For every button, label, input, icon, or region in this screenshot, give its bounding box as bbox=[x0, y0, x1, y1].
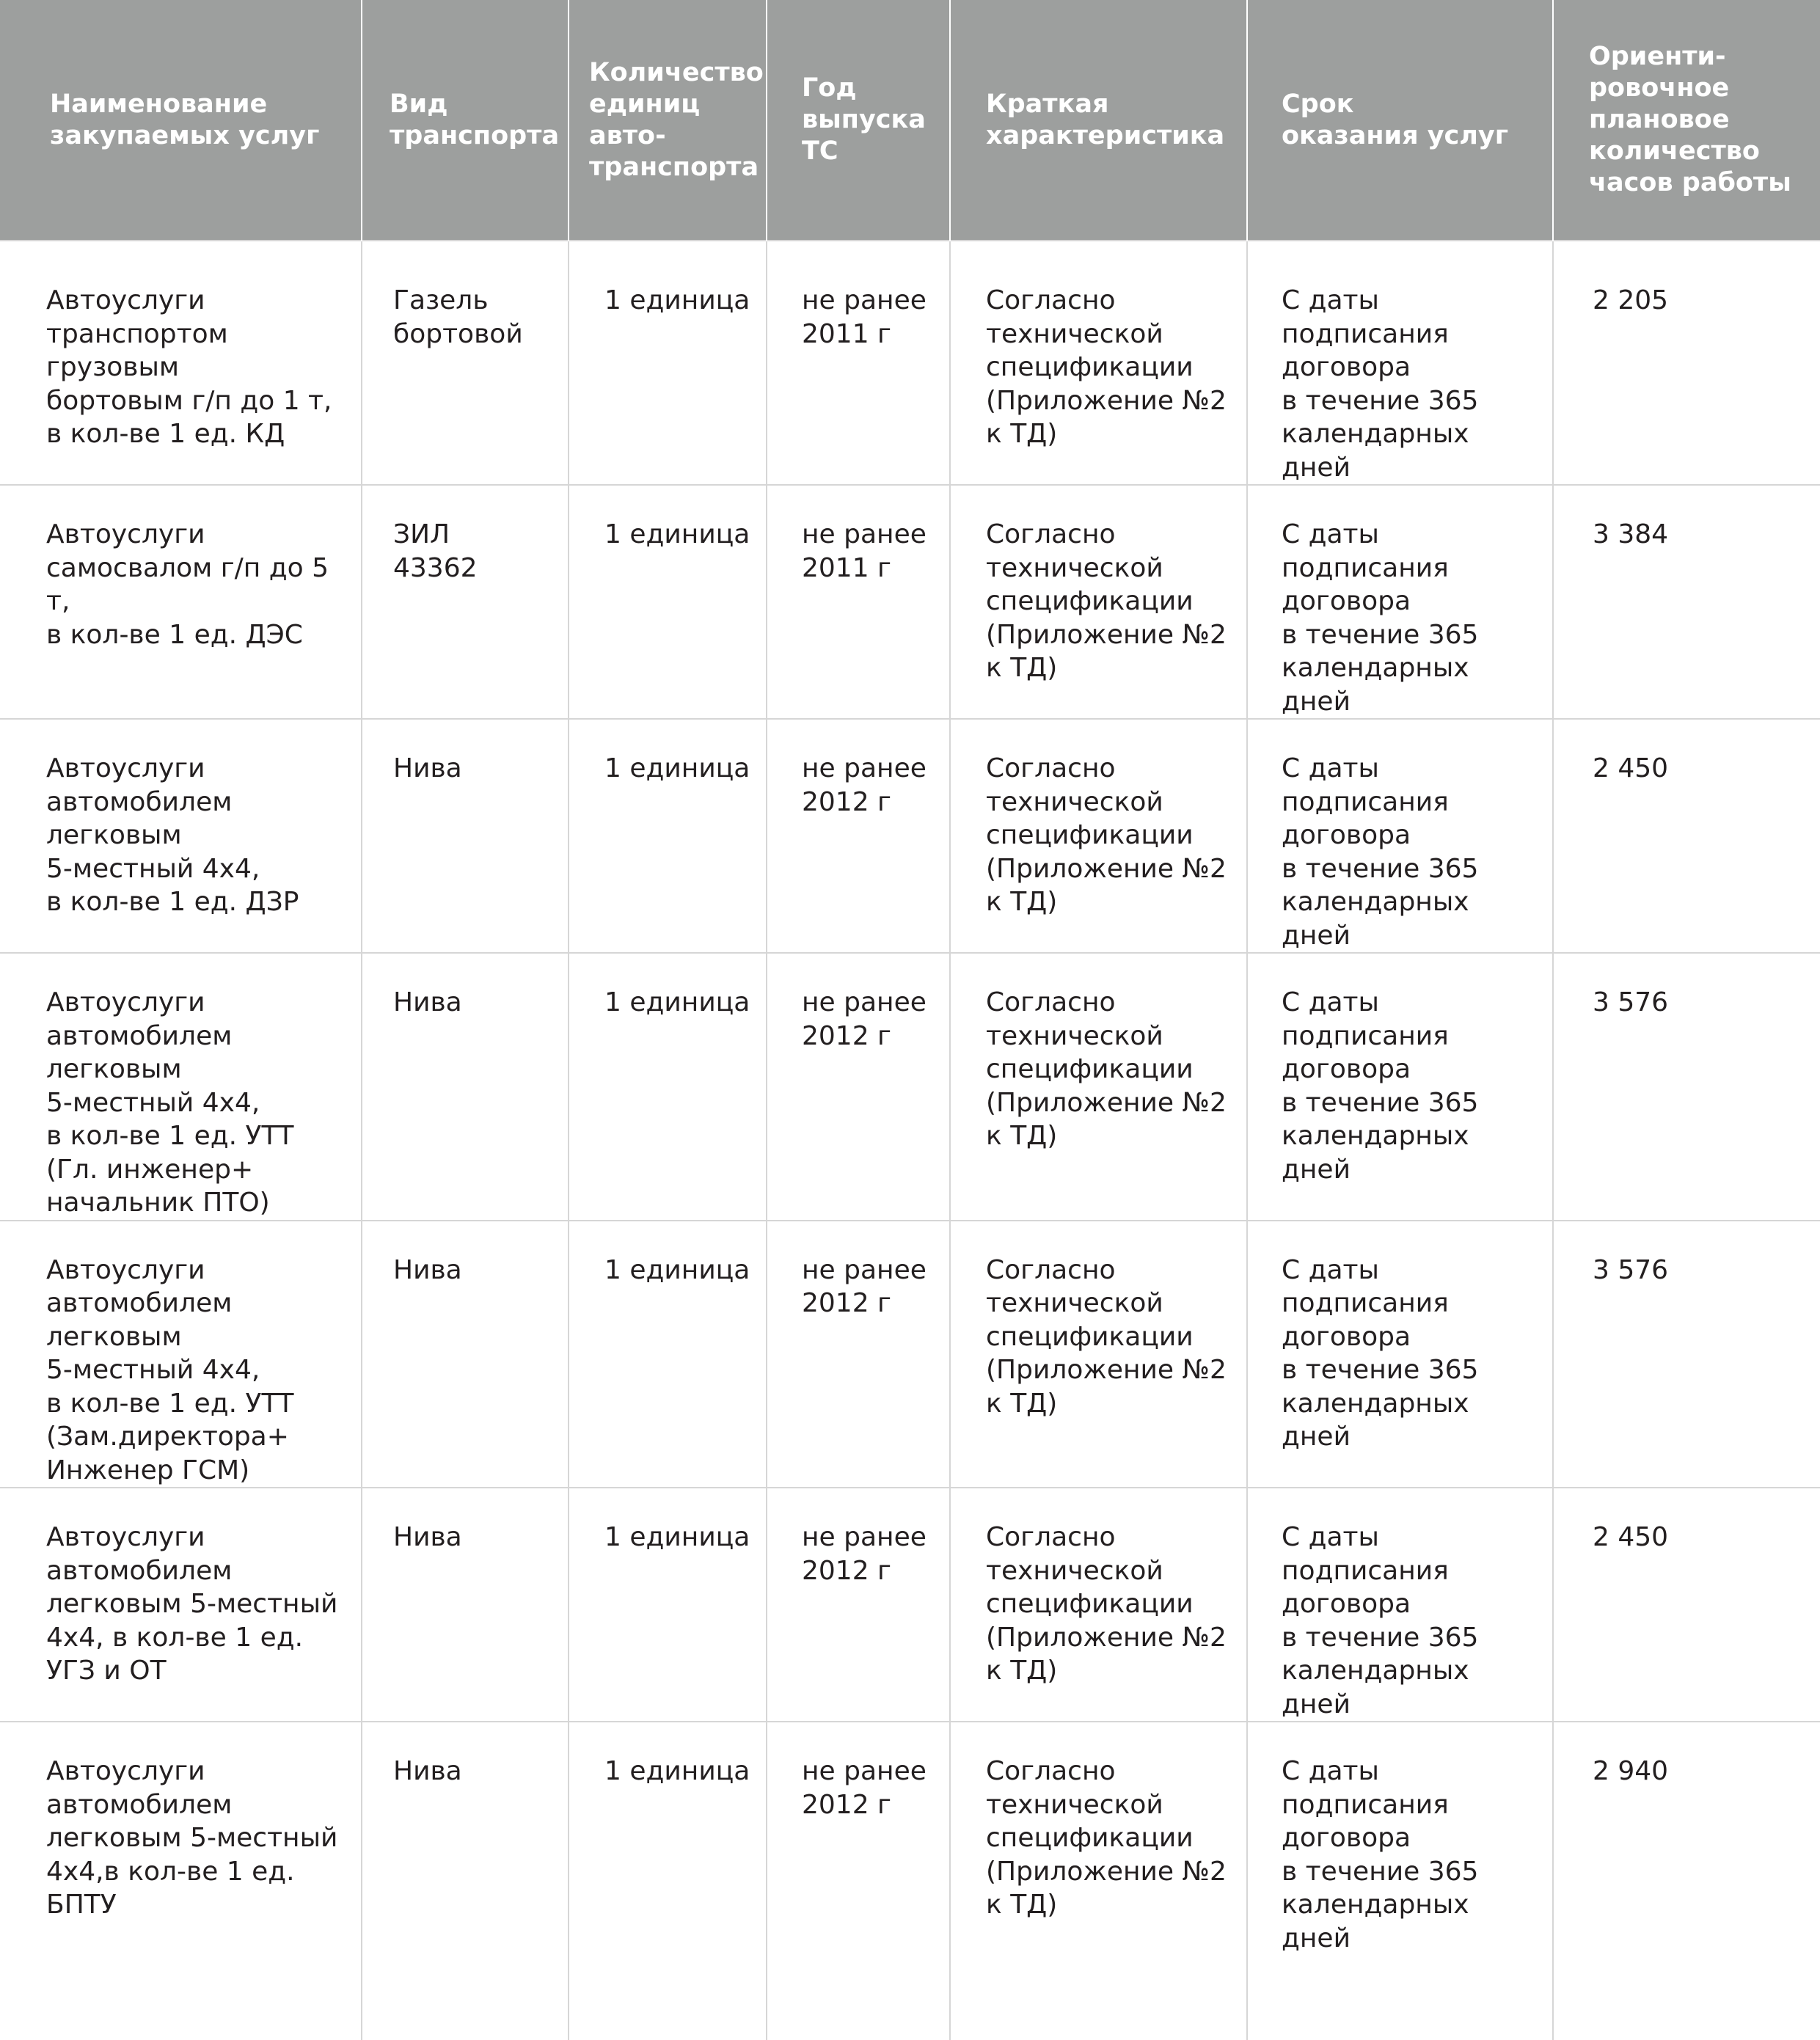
cell-manufacture-year: не ранее 2012 г bbox=[767, 1488, 950, 1722]
cell-service-term: С даты подписания договора в течение 365 календарных дней bbox=[1247, 719, 1553, 953]
header-planned-hours: Ориенти- ровочное плановое количество часов работы bbox=[1553, 0, 1820, 241]
cell-transport-type: Нива bbox=[362, 1722, 569, 2040]
cell-service-name: Автоуслуги самосвалом г/п до 5 т, в кол-ве 1 ед. ДЭС bbox=[0, 485, 362, 719]
cell-service-name: Автоуслуги автомобилем легковым 5-местный 4х4, в кол-ве 1 ед. УТТ (Зам.директора+ Инженер ГСМ) bbox=[0, 1221, 362, 1488]
cell-manufacture-year: не ранее 2011 г bbox=[767, 241, 950, 485]
header-brief-spec: Краткая характеристика bbox=[950, 0, 1247, 241]
cell-planned-hours: 3 576 bbox=[1553, 953, 1820, 1221]
table-row bbox=[0, 1488, 1820, 1722]
cell-service-term: С даты подписания договора в течение 365 календарных дней bbox=[1247, 1221, 1553, 1488]
cell-transport-type: Нива bbox=[362, 953, 569, 1221]
cell-planned-hours: 2 450 bbox=[1553, 1488, 1820, 1722]
cell-service-name: Автоуслуги автомобилем легковым 5-местный 4х4, в кол-ве 1 ед. УГЗ и ОТ bbox=[0, 1488, 362, 1722]
cell-service-name: Автоуслуги транспортом грузовым бортовым г/п до 1 т, в кол-ве 1 ед. КД bbox=[0, 241, 362, 485]
cell-manufacture-year: не ранее 2012 г bbox=[767, 719, 950, 953]
table-row bbox=[0, 1221, 1820, 1488]
table-header bbox=[0, 0, 1820, 241]
cell-transport-type: Нива bbox=[362, 719, 569, 953]
cell-vehicle-count: 1 единица bbox=[569, 953, 767, 1221]
cell-brief-spec: Согласно технической спецификации (Приложение №2 к ТД) bbox=[950, 485, 1247, 719]
cell-vehicle-count: 1 единица bbox=[569, 485, 767, 719]
table-row bbox=[0, 241, 1820, 485]
cell-planned-hours: 2 450 bbox=[1553, 719, 1820, 953]
cell-service-term: С даты подписания договора в течение 365 календарных дней bbox=[1247, 1488, 1553, 1722]
table-row bbox=[0, 485, 1820, 719]
cell-planned-hours: 3 384 bbox=[1553, 485, 1820, 719]
table-row bbox=[0, 1722, 1820, 2040]
cell-service-term: С даты подписания договора в течение 365 календарных дней bbox=[1247, 953, 1553, 1221]
cell-vehicle-count: 1 единица bbox=[569, 1722, 767, 2040]
cell-manufacture-year: не ранее 2012 г bbox=[767, 953, 950, 1221]
cell-manufacture-year: не ранее 2012 г bbox=[767, 1722, 950, 2040]
cell-planned-hours: 3 576 bbox=[1553, 1221, 1820, 1488]
cell-transport-type: Нива bbox=[362, 1221, 569, 1488]
cell-transport-type: Нива bbox=[362, 1488, 569, 1722]
cell-manufacture-year: не ранее 2012 г bbox=[767, 1221, 950, 1488]
cell-brief-spec: Согласно технической спецификации (Приложение №2 к ТД) bbox=[950, 1221, 1247, 1488]
cell-transport-type: ЗИЛ 43362 bbox=[362, 485, 569, 719]
cell-transport-type: Газель бортовой bbox=[362, 241, 569, 485]
cell-manufacture-year: не ранее 2011 г bbox=[767, 485, 950, 719]
header-service-term: Срок оказания услуг bbox=[1247, 0, 1553, 241]
cell-planned-hours: 2 205 bbox=[1553, 241, 1820, 485]
header-service-name: Наименование закупаемых услуг bbox=[0, 0, 362, 241]
cell-brief-spec: Согласно технической спецификации (Приложение №2 к ТД) bbox=[950, 241, 1247, 485]
table-body bbox=[0, 241, 1820, 2040]
cell-vehicle-count: 1 единица bbox=[569, 719, 767, 953]
cell-brief-spec: Согласно технической спецификации (Приложение №2 к ТД) bbox=[950, 719, 1247, 953]
cell-vehicle-count: 1 единица bbox=[569, 241, 767, 485]
header-vehicle-count: Количество единиц авто- транспорта bbox=[569, 0, 767, 241]
cell-brief-spec: Согласно технической спецификации (Приложение №2 к ТД) bbox=[950, 1722, 1247, 2040]
cell-service-name: Автоуслуги автомобилем легковым 5-местный 4х4,в кол-ве 1 ед. БПТУ bbox=[0, 1722, 362, 2040]
header-transport-type: Вид транспорта bbox=[362, 0, 569, 241]
cell-planned-hours: 2 940 bbox=[1553, 1722, 1820, 2040]
cell-vehicle-count: 1 единица bbox=[569, 1488, 767, 1722]
header-manufacture-year: Год выпуска ТС bbox=[767, 0, 950, 241]
cell-vehicle-count: 1 единица bbox=[569, 1221, 767, 1488]
cell-service-term: С даты подписания договора в течение 365 календарных дней bbox=[1247, 485, 1553, 719]
table-row bbox=[0, 719, 1820, 953]
cell-service-name: Автоуслуги автомобилем легковым 5-местный 4х4, в кол-ве 1 ед. ДЗР bbox=[0, 719, 362, 953]
cell-service-name: Автоуслуги автомобилем легковым 5-местный 4х4, в кол-ве 1 ед. УТТ (Гл. инженер+ начальник ПТО) bbox=[0, 953, 362, 1221]
header-row bbox=[0, 0, 1820, 241]
cell-brief-spec: Согласно технической спецификации (Приложение №2 к ТД) bbox=[950, 1488, 1247, 1722]
cell-brief-spec: Согласно технической спецификации (Приложение №2 к ТД) bbox=[950, 953, 1247, 1221]
table-row bbox=[0, 953, 1820, 1221]
cell-service-term: С даты подписания договора в течение 365 календарных дней bbox=[1247, 1722, 1553, 2040]
cell-service-term: С даты подписания договора в течение 365 календарных дней bbox=[1247, 241, 1553, 485]
